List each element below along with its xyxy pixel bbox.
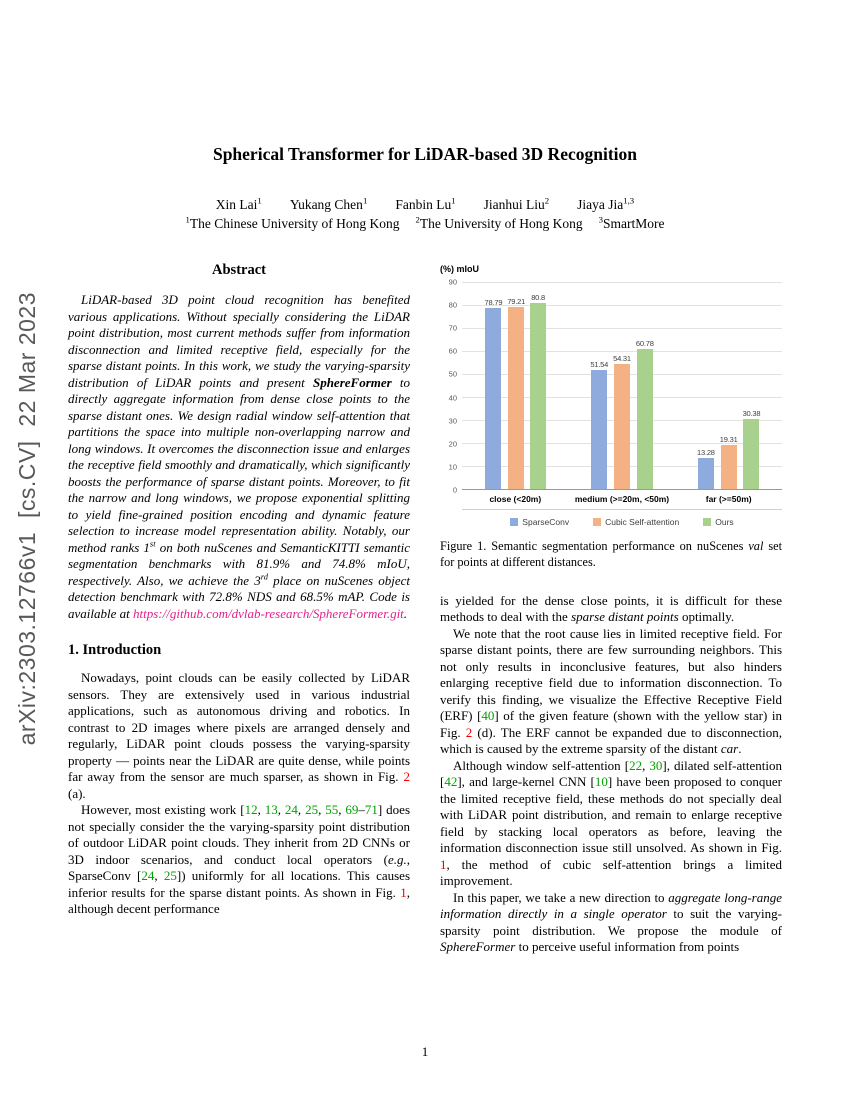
abstract-heading: Abstract bbox=[212, 262, 266, 278]
text-run: set for points at different distances. bbox=[440, 539, 783, 569]
citation-link[interactable]: 24 bbox=[284, 802, 298, 817]
author-affiliation-superscript: 1 bbox=[362, 195, 368, 206]
text-run: However, most existing work [ bbox=[81, 802, 245, 817]
author bbox=[290, 197, 368, 212]
paragraph bbox=[440, 593, 782, 626]
y-tick-label: 0 bbox=[452, 485, 457, 495]
text-run: ] of the given feature (shown with the yellow star) in Fig. bbox=[440, 708, 782, 740]
citation-link[interactable]: 30 bbox=[649, 757, 663, 773]
y-tick-label: 10 bbox=[448, 462, 457, 472]
figure-1 bbox=[440, 262, 782, 571]
citation-link[interactable]: 10 bbox=[594, 774, 608, 790]
text-run: (d). The ERF cannot be expanded due to disconnection, which is caused by the extreme sparsity of the distant bbox=[440, 724, 783, 757]
bar-slot bbox=[636, 282, 654, 489]
left-column bbox=[68, 262, 410, 956]
legend-label: SparseConv bbox=[522, 517, 570, 527]
text-run: , bbox=[642, 757, 650, 773]
abstract-text bbox=[68, 292, 410, 622]
paragraph bbox=[440, 626, 782, 758]
text-run: to perceive useful information from points bbox=[515, 939, 740, 955]
text-run: e.g. bbox=[387, 851, 407, 867]
y-tick-label: 70 bbox=[448, 323, 457, 333]
figure-reference-link[interactable]: 1 bbox=[400, 884, 407, 900]
citation-link[interactable]: 25 bbox=[163, 868, 177, 883]
chart-title: (%) mIoU bbox=[440, 264, 479, 274]
text-run: , bbox=[318, 802, 326, 817]
author bbox=[395, 197, 455, 212]
chart-x-axis-labels bbox=[462, 490, 782, 510]
bar-group-far-50m bbox=[675, 282, 782, 489]
bar-value-label: 80.8 bbox=[531, 293, 546, 303]
x-axis-category-label: close (<20m) bbox=[489, 494, 542, 504]
text-run: . bbox=[403, 605, 408, 621]
section-heading-introduction: 1. Introduction bbox=[68, 642, 162, 658]
author-affiliation-superscript: 1,3 bbox=[623, 195, 635, 206]
bar-slot bbox=[697, 282, 715, 489]
author-affiliation-superscript: 1 bbox=[257, 195, 262, 206]
author bbox=[484, 197, 550, 212]
y-tick-label: 60 bbox=[448, 346, 457, 356]
chart-body bbox=[440, 277, 782, 495]
figure-reference-link[interactable]: 2 bbox=[465, 724, 473, 740]
text-run: st bbox=[149, 538, 156, 549]
bar-value-label: 13.28 bbox=[697, 448, 715, 458]
text-run: We note that the root cause lies in limited receptive field. For sparse distant points, there are few surrounding neighbors. This not only results in inconclusive features, but also hinders enlarging receptive field due to information disconnection. To verify this finding, we visualize the Effective Receptive Field (ERF) [ bbox=[440, 625, 782, 724]
text-run: LiDAR-based 3D point cloud recognition has benefited various applications. Without specially considering the LiDAR point distribution, most current methods suffer from information disconnection and limited receptive field, especially for the sparse distant points. In this work, we study the varying-sparsity distribution of LiDAR points and present bbox=[68, 292, 410, 390]
text-run: to suit the varying-sparsity point distribution. We propose the module of bbox=[440, 906, 782, 938]
text-run: SphereFormer bbox=[312, 374, 392, 390]
legend-swatch bbox=[703, 518, 711, 526]
text-run: , bbox=[338, 802, 346, 817]
x-axis-category-label: far (>=50m) bbox=[705, 494, 752, 504]
text-run: Figure 1. Semantic segmentation performance on nuScenes bbox=[440, 539, 749, 553]
legend-label: Cubic Self-attention bbox=[605, 517, 680, 527]
bar-ours bbox=[637, 349, 653, 489]
citation-link[interactable]: 22 bbox=[629, 757, 643, 773]
affiliation-line bbox=[0, 216, 850, 232]
text-run: , bbox=[257, 802, 265, 817]
bar-cubic-self-attention bbox=[508, 307, 524, 489]
citation-link[interactable]: 12 bbox=[244, 802, 258, 817]
bar-slot bbox=[530, 282, 546, 489]
legend-swatch bbox=[593, 518, 601, 526]
y-tick-label: 30 bbox=[448, 416, 457, 426]
text-run: to directly aggregate information from dense close points to the sparse distant ones. We design radial window self-attention that partitions the space into multiple non-overlapping narrow and long windows. It overcomes the disconnection issue and enlarges the receptive field smoothly and dramatically, which significantly boosts the performance of sparse distant points. Moreover, to fit the narrow and long windows, we propose exponential splitting to yield fine-grained position encoding and dynamic feature selection to increase model representation ability. Notably, our method ranks 1 bbox=[68, 374, 410, 555]
text-run: . bbox=[738, 741, 742, 757]
affiliation-name: The University of Hong Kong bbox=[419, 216, 583, 231]
bar-slot bbox=[485, 282, 503, 489]
page-number: 1 bbox=[421, 1044, 429, 1059]
text-run: Nowadays, point clouds can be easily collected by LiDAR sensors. They are extensively used in various industrial applications, such as autonomous driving and robotics. In contrast to 2D images where pixels are arranged densely and regularly, LiDAR point clouds possess the varying-sparsity property — points near the LiDAR are quite dense, while points far away from the sensor are much sparser, as shown in Fig. bbox=[68, 670, 410, 784]
legend-item-ours bbox=[703, 517, 733, 527]
bar-value-label: 54.31 bbox=[613, 354, 631, 364]
text-run: ] does not specially consider the the varying-sparsity point distribution of outdoor LiDAR point clouds. They inherit from 2D CNNs or 3D indoor scenarios, and conduct local operators ( bbox=[68, 802, 411, 867]
paragraph bbox=[68, 670, 410, 802]
text-run: rd bbox=[260, 571, 268, 582]
bar-value-label: 51.54 bbox=[590, 360, 609, 370]
citation-link[interactable]: 40 bbox=[481, 708, 495, 724]
bar-slot bbox=[613, 282, 631, 489]
x-axis-category-label: medium (>=20m, <50m) bbox=[574, 494, 670, 504]
bar-slot bbox=[720, 282, 738, 489]
bar-sparseconv bbox=[591, 370, 607, 489]
bar-slot bbox=[507, 282, 525, 489]
author-name: Jiaya Jia bbox=[577, 197, 624, 212]
author-name: Jianhui Liu bbox=[483, 197, 545, 212]
citation-link[interactable]: 24 bbox=[141, 868, 155, 883]
bar-value-label: 60.78 bbox=[635, 339, 654, 349]
bar-chart bbox=[440, 262, 782, 529]
text-run: aggregate long-range information directly in a single operator bbox=[440, 889, 783, 922]
paragraph bbox=[68, 802, 410, 918]
y-tick-label: 80 bbox=[448, 300, 457, 310]
citation-link[interactable]: 13 bbox=[264, 802, 278, 817]
legend-label: Ours bbox=[715, 517, 734, 527]
text-run: – bbox=[358, 802, 365, 817]
affiliation-superscript: 3 bbox=[598, 214, 603, 225]
author-name: Fanbin Lu bbox=[395, 197, 452, 212]
text-run: val bbox=[748, 539, 764, 553]
bar-value-label: 79.21 bbox=[507, 296, 526, 306]
paper-title: Spherical Transformer for LiDAR-based 3D Recognition bbox=[212, 144, 638, 164]
two-column-body bbox=[0, 262, 850, 956]
paragraph bbox=[440, 890, 782, 956]
bar-group-close-20m bbox=[462, 282, 569, 489]
y-tick-label: 20 bbox=[448, 439, 457, 449]
code-url-link[interactable]: https://github.com/dvlab-research/SphereFormer.git bbox=[133, 605, 404, 621]
bar-ours bbox=[743, 419, 759, 489]
bar-value-label: 30.38 bbox=[742, 409, 761, 419]
bar-value-label: 78.79 bbox=[484, 297, 503, 307]
arxiv-watermark: arXiv:2303.12766v1 [cs.CV] 22 Mar 2023 bbox=[14, 292, 40, 746]
text-run: ], dilated self-attention [ bbox=[440, 757, 782, 790]
text-run: ]) uniformly for all locations. This causes inferior results for the sparse distant points. As shown in Fig. bbox=[68, 868, 411, 900]
y-tick-label: 90 bbox=[448, 277, 457, 287]
legend-item-cubic-self-attention bbox=[593, 517, 679, 527]
text-run: Although window self-attention [ bbox=[453, 757, 630, 773]
text-run: , bbox=[277, 802, 285, 817]
text-run: , bbox=[154, 868, 164, 883]
bar-value-label: 19.31 bbox=[719, 434, 738, 444]
citation-link[interactable]: 69 bbox=[345, 802, 359, 817]
text-run: is yielded for the dense close points, it is difficult for these methods to deal with the bbox=[440, 592, 782, 625]
text-run: optimally. bbox=[678, 609, 735, 625]
author-name: Xin Lai bbox=[215, 197, 258, 212]
citation-link[interactable]: 55 bbox=[325, 802, 339, 817]
text-run: ] have been proposed to conquer the limited receptive field, these methods do not specially deal with LiDAR point distribution, and remain to enlarge receptive field by stacking local operators as before, leaving the information disconnection issue still unsolved. As shown in Fig. bbox=[440, 774, 782, 856]
author-name: Yukang Chen bbox=[289, 197, 363, 212]
affiliation-name: The Chinese University of Hong Kong bbox=[189, 216, 400, 231]
text-run: SphereFormer bbox=[440, 939, 516, 955]
affiliation-superscript: 1 bbox=[185, 214, 190, 225]
bar-slot bbox=[743, 282, 761, 489]
author-line bbox=[0, 197, 850, 213]
figure-reference-link[interactable]: 2 bbox=[403, 769, 410, 784]
bar-group-medium-20m-50m bbox=[569, 282, 676, 489]
affiliation-superscript: 2 bbox=[415, 214, 420, 225]
right-column bbox=[440, 262, 782, 956]
text-run: , although decent performance bbox=[68, 884, 410, 916]
bar-sparseconv bbox=[698, 458, 714, 489]
citation-link[interactable]: 25 bbox=[305, 802, 319, 817]
chart-legend bbox=[462, 510, 782, 529]
bar-sparseconv bbox=[485, 308, 501, 489]
text-run: on both nuScenes and SemanticKITTI semantic segmentation benchmarks with 81.9% and 74.8% mIoU, respectively. Also, we achieve the 3 bbox=[68, 539, 410, 588]
text-run: , bbox=[297, 802, 306, 817]
text-run: , the method of cubic self-attention brings a limited improvement. bbox=[440, 856, 782, 889]
figure-1-caption bbox=[440, 539, 782, 571]
text-run: place on nuScenes object detection benchmark with 72.8% NDS and 68.5% mAP. Code is available at bbox=[68, 572, 410, 621]
bar-ours bbox=[530, 303, 546, 489]
paper-header bbox=[0, 0, 850, 232]
author bbox=[577, 197, 634, 212]
figure-reference-link[interactable]: 1 bbox=[440, 856, 447, 872]
affiliation bbox=[415, 216, 582, 231]
author bbox=[216, 197, 262, 212]
text-run: , SparseConv [ bbox=[68, 851, 410, 883]
author-affiliation-superscript: 1 bbox=[451, 195, 456, 206]
affiliation bbox=[186, 216, 400, 231]
author-affiliation-superscript: 2 bbox=[544, 195, 550, 206]
chart-y-axis bbox=[440, 277, 462, 495]
y-tick-label: 50 bbox=[448, 369, 457, 379]
chart-plot-area bbox=[462, 282, 782, 490]
text-run: In this paper, we take a new direction to bbox=[453, 889, 669, 905]
text-run: (a). bbox=[68, 785, 86, 801]
legend-item-sparseconv bbox=[510, 517, 569, 527]
affiliation-name: SmartMore bbox=[603, 216, 665, 231]
text-run: car bbox=[720, 741, 739, 757]
affiliation bbox=[599, 216, 665, 231]
text-run: sparse distant points bbox=[571, 609, 679, 625]
paragraph bbox=[440, 758, 782, 890]
y-tick-label: 40 bbox=[448, 393, 457, 403]
text-run: ], and large-kernel CNN [ bbox=[457, 774, 595, 790]
bar-slot bbox=[590, 282, 608, 489]
citation-link[interactable]: 71 bbox=[364, 802, 378, 817]
citation-link[interactable]: 42 bbox=[444, 774, 458, 790]
bar-cubic-self-attention bbox=[721, 445, 737, 489]
bar-cubic-self-attention bbox=[614, 364, 630, 489]
legend-swatch bbox=[510, 518, 518, 526]
